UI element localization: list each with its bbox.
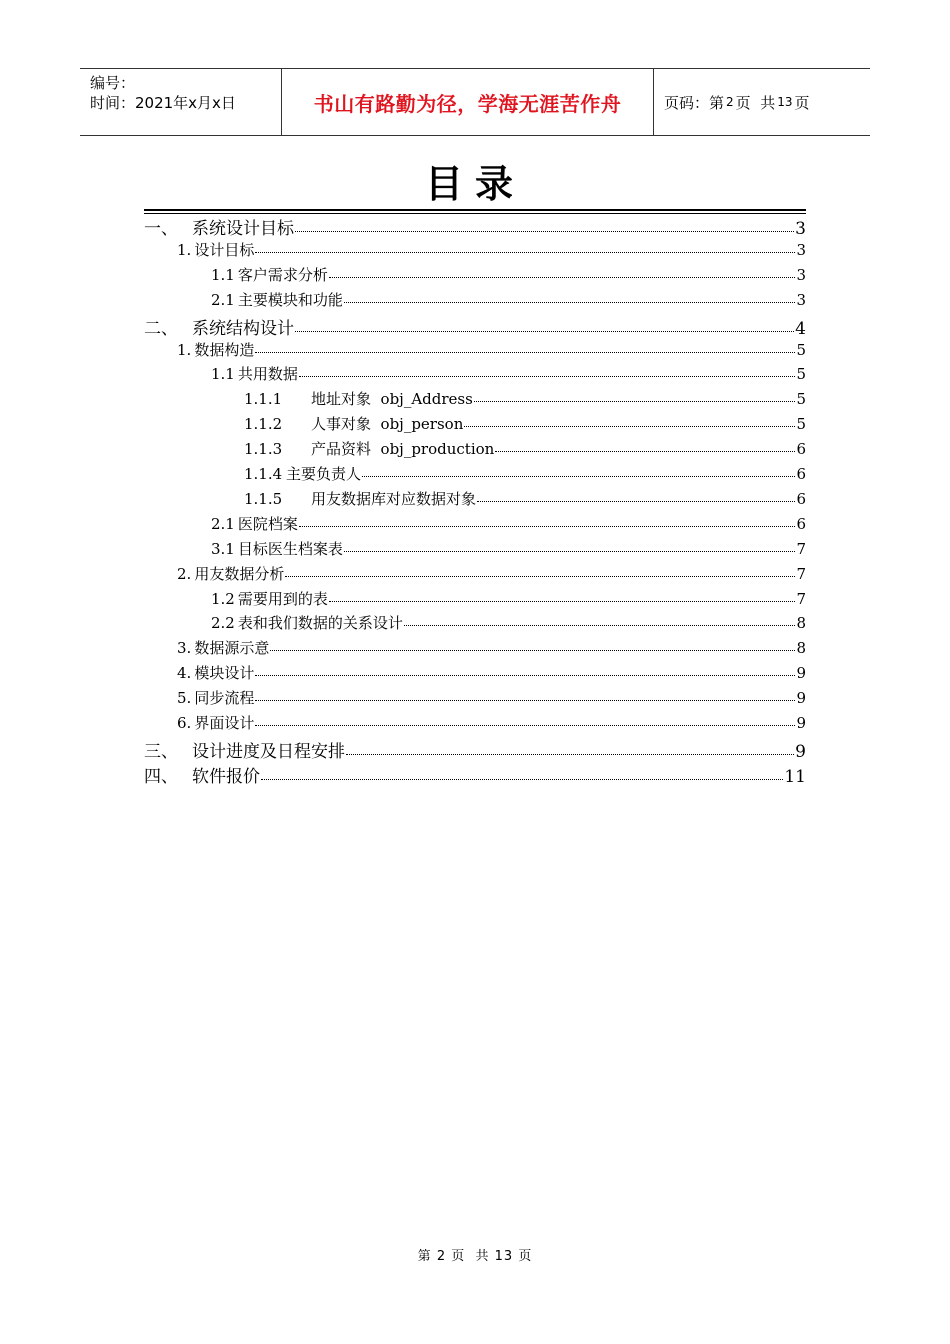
toc-entry-page: 7 [796,589,806,608]
toc-entry-text: 数据源示意 [194,639,270,658]
toc-entry-text: 设计进度及日程安排 [192,741,345,762]
toc-entry-label [211,588,328,609]
footer-current: 2 [436,1249,447,1264]
toc-entry[interactable] [144,413,806,435]
toc-entry-page: 9 [796,664,806,683]
toc-entry-label [211,363,298,384]
toc-entry-label [177,637,269,658]
toc-entry-number: 1.1 [211,365,235,384]
toc-entry-number: 2. [177,564,192,583]
page-label-suffix: 页 [794,93,810,112]
toc-entry[interactable] [144,438,806,460]
toc-entry-number: 5. [177,689,192,708]
toc-entry-label [144,214,294,239]
toc-entry-number: 1.1.4 [244,465,283,483]
motto-text: 书山有路勤为径，学海无涯苦作舟 [313,91,622,116]
toc-dot-leader [255,724,795,726]
toc-entry-page: 9 [796,714,806,732]
toc-entry-text: 主要模块和功能 [237,290,343,309]
toc-dot-leader [495,450,795,452]
toc-entry[interactable] [144,563,806,585]
page-current: 2 [726,95,734,109]
toc-entry-number: 3. [177,639,192,658]
toc-entry[interactable] [144,762,806,787]
toc-dot-leader [344,301,796,303]
toc-entry-text: 主要负责人 [286,465,362,483]
time-label: 时间：2021年x月x日 [90,94,236,112]
toc-dot-leader [362,475,795,477]
toc-entry-text: 地址对象 obj_Address [311,390,473,409]
toc-dot-leader [299,525,796,527]
toc-entry-text: 医院档案 [237,514,298,533]
toc-entry-number: 1. [177,340,192,359]
toc-entry-text: 系统结构设计 [192,318,294,339]
header-page-number [654,69,870,135]
toc-dot-leader [285,575,795,577]
toc-entry-page: 6 [796,514,806,533]
toc-entry-page: 6 [796,489,806,508]
toc-entry-page: 5 [796,390,806,409]
toc-dot-leader [477,500,795,502]
toc-entry[interactable] [144,289,806,311]
toc-entry-label [244,413,463,434]
footer-total: 13 [494,1249,514,1264]
toc-entry-label [244,388,473,409]
toc-entry-label [244,438,494,459]
toc-entry-page: 4 [795,318,806,339]
toc-dot-leader [346,753,794,755]
toc-entry[interactable] [144,612,806,634]
page-total: 13 [777,95,793,109]
toc-entry-label [177,239,254,260]
toc-entry-label [177,687,254,708]
toc-entry-label [144,762,260,787]
toc-entry-number: 1.2 [211,589,235,608]
toc-entry-number: 1.1.1 [244,390,283,409]
toc-entry-page: 6 [796,465,806,483]
toc-entry-page: 5 [796,415,806,434]
page-label-prefix: 页码：第 [664,93,725,112]
toc-entry[interactable] [144,363,806,385]
toc-entry-label [144,737,345,762]
toc-dot-leader [295,230,794,232]
toc-entry-number: 3.1 [211,539,235,558]
toc-entry-page: 3 [795,219,806,239]
page-header [80,68,870,136]
toc-entry-number: 二、 [144,318,178,339]
page-footer [0,1245,950,1264]
toc-entry-text: 人事对象 obj_person [311,415,464,434]
toc-entry-page: 6 [796,440,806,459]
toc-entry-page: 9 [795,741,806,762]
footer-suffix: 页 [518,1249,533,1264]
footer-prefix: 第 [417,1249,432,1264]
toc-entry-number: 一、 [144,219,178,239]
toc-dot-leader [464,425,795,427]
toc-entry-number: 2.1 [211,290,235,309]
toc-entry[interactable] [144,637,806,659]
toc-entry-number: 1.1.3 [244,440,283,459]
page-label-mid: 页 共 [735,93,776,112]
toc-dot-leader [329,600,796,602]
toc-dot-leader [255,699,795,701]
toc-entry-text: 系统设计目标 [192,219,294,239]
toc-entry[interactable] [144,538,806,560]
toc-entry-text: 设计目标 [194,240,255,259]
toc-entry-page: 7 [796,539,806,558]
toc-entry-text: 目标医生档案表 [237,539,343,558]
toc-dot-leader [344,550,796,552]
toc-entry[interactable] [144,339,806,361]
toc-entry-number: 三、 [144,741,178,762]
toc-dot-leader [261,778,783,780]
toc-entry-label [177,712,254,733]
toc-entry-label [211,289,343,310]
toc-entry-text: 同步流程 [194,689,255,708]
toc-entry-number: 1.1.2 [244,415,283,434]
toc-entry-page: 3 [796,240,806,259]
toc-dot-leader [404,624,796,626]
toc-entry[interactable] [144,513,806,535]
toc-entry-label [244,463,361,484]
toc-entry[interactable] [144,687,806,709]
toc-entry-text: 需要用到的表 [237,589,328,608]
serial-number-label: 编号： [90,74,136,92]
toc-dot-leader [255,251,795,253]
toc-entry-text: 客户需求分析 [237,265,328,284]
toc-entry-text: 软件报价 [192,766,260,787]
toc-entry-text: 模块设计 [194,664,255,683]
toc-entry-label [211,513,298,534]
title-rule-thick [144,209,806,211]
toc-entry[interactable] [144,214,806,239]
toc-title: 目录 [424,162,525,206]
toc-entry[interactable] [144,588,806,610]
toc-entry-number: 2.1 [211,514,235,533]
toc-entry-text: 共用数据 [237,365,298,384]
toc-entry-label [211,538,343,559]
toc-entry-text: 数据构造 [194,340,255,359]
toc-entry-number: 1.1.5 [244,489,283,508]
toc-entry-label [244,488,476,509]
toc-dot-leader [255,351,795,353]
footer-mid: 页 共 [451,1249,490,1264]
toc-entry-number: 1.1 [211,265,235,284]
toc-entry-text: 产品资料 obj_production [311,440,495,459]
toc-dot-leader [474,400,796,402]
toc-entry-label [177,563,284,584]
toc-entry-page: 3 [796,290,806,309]
toc-entry[interactable] [144,662,806,684]
toc-entry[interactable] [144,712,806,734]
toc-entry-page: 11 [784,766,806,787]
toc-entry-label [177,339,254,360]
toc-entry[interactable] [144,314,806,339]
toc-entry-page: 9 [796,689,806,708]
toc-entry[interactable] [144,264,806,286]
toc-entry-page: 5 [796,365,806,384]
toc-entry-number: 1. [177,240,192,259]
toc-entry[interactable] [144,737,806,762]
toc-dot-leader [255,674,795,676]
toc-entry-page: 5 [796,340,806,359]
toc-entry[interactable] [144,239,806,261]
toc-entry-text: 用友数据库对应数据对象 [311,489,477,508]
toc-entry-label [144,314,294,339]
toc-entry-number: 4. [177,664,192,683]
header-motto-cell [281,69,654,135]
toc-entry-number: 6. [177,714,192,732]
toc-entry-page: 7 [796,564,806,583]
toc-entry-page: 3 [796,265,806,284]
toc-entry[interactable] [144,488,806,510]
toc-entry-text: 界面设计 [194,714,255,732]
toc-entry-page: 8 [796,614,806,633]
toc-entry-page: 8 [796,639,806,658]
toc-dot-leader [329,276,796,278]
toc-entry-label [211,264,328,285]
toc-entry-number: 2.2 [211,614,235,633]
toc-entry[interactable] [144,388,806,410]
toc-entry-text: 表和我们数据的关系设计 [237,614,403,633]
toc-entry-label [177,662,254,683]
toc-entry-label [211,612,403,633]
header-info [80,69,281,135]
toc-entry-text: 用友数据分析 [194,564,285,583]
toc-entry-number: 四、 [144,766,178,787]
toc-dot-leader [299,375,796,377]
toc-dot-leader [270,649,795,651]
toc-dot-leader [295,330,794,332]
toc-entry[interactable] [144,463,806,485]
